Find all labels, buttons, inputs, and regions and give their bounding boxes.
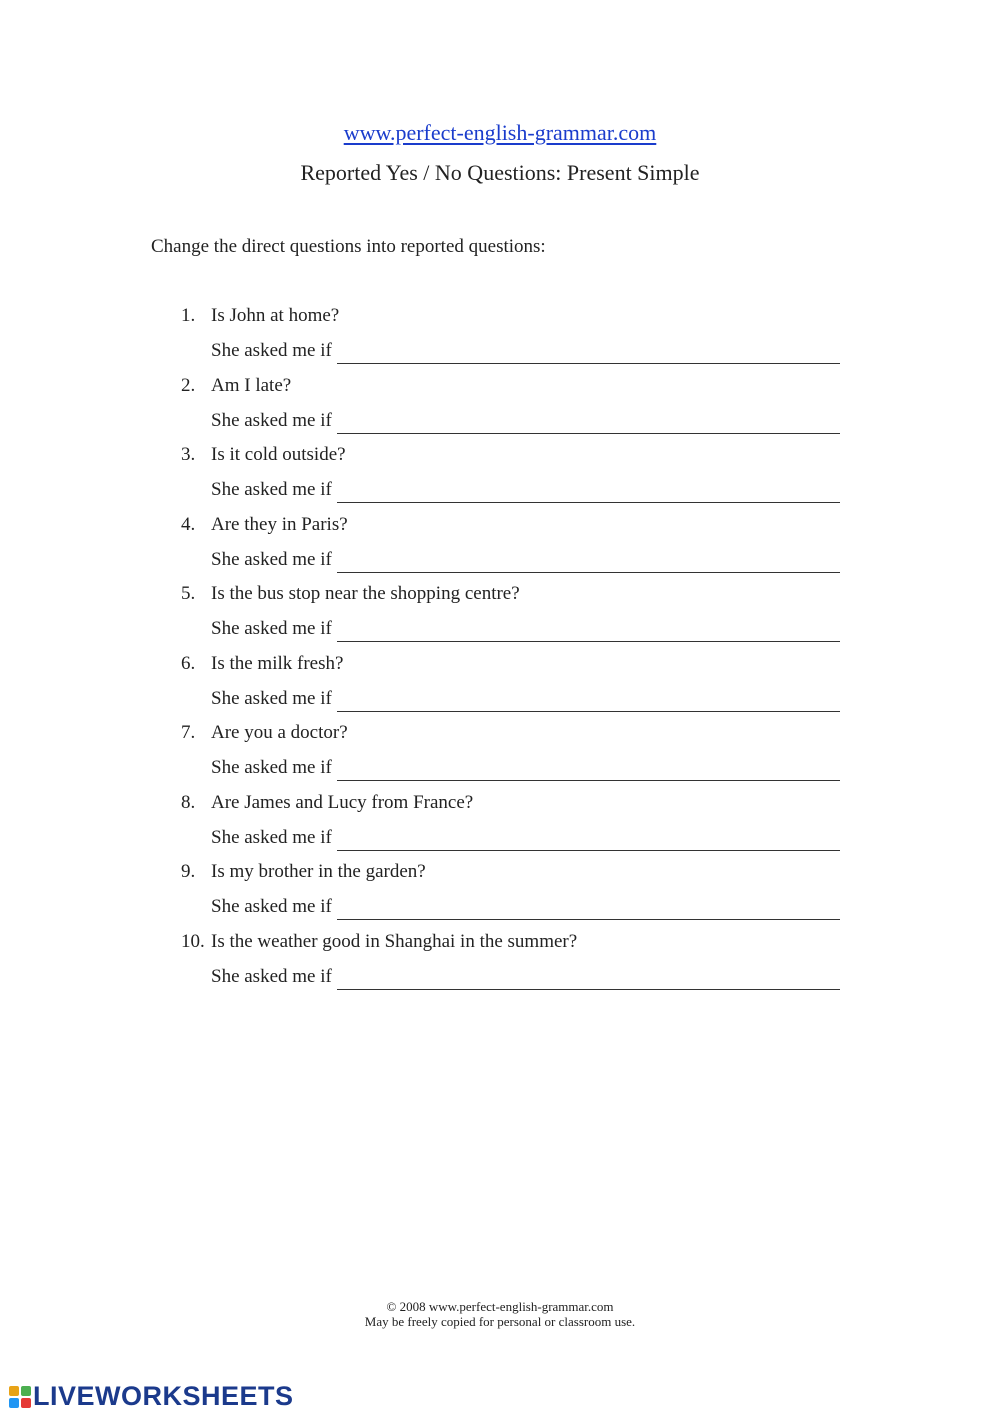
answer-line (211, 827, 840, 849)
answer-line (211, 549, 840, 571)
exercise-list (181, 305, 861, 1000)
liveworksheets-logo-icon (9, 1386, 31, 1408)
brand-name: LIVEWORKSHEETS (33, 1381, 294, 1411)
question-line (181, 653, 343, 675)
site-link[interactable]: www.perfect-english-grammar.com (343, 120, 657, 145)
answer-blank[interactable] (337, 484, 840, 503)
answer-prompt: She asked me if (211, 965, 332, 987)
question-line (181, 375, 291, 397)
question-text: Is my brother in the garden? (211, 861, 426, 882)
answer-blank[interactable] (337, 832, 840, 851)
question-line (181, 583, 520, 605)
answer-prompt: She asked me if (211, 826, 332, 848)
answer-prompt: She asked me if (211, 687, 332, 709)
question-line (181, 931, 577, 953)
answer-prompt: She asked me if (211, 548, 332, 570)
answer-blank[interactable] (337, 345, 840, 364)
answer-prompt: She asked me if (211, 479, 332, 500)
question-line (181, 722, 348, 744)
answer-line (211, 757, 840, 779)
question-number: 5. (181, 583, 196, 604)
question-text: Are they in Paris? (211, 513, 348, 535)
footer (0, 1299, 1000, 1329)
question-line (181, 514, 348, 536)
footer-copyright: © 2008 www.perfect-english-grammar.com (386, 1299, 614, 1314)
question-number: 10. (181, 930, 205, 952)
answer-blank[interactable] (337, 415, 840, 434)
exercise-item (181, 305, 861, 375)
question-text: Am I late? (211, 374, 292, 396)
answer-line (211, 618, 840, 640)
footer-license: May be freely copied for personal or classroom use. (364, 1314, 636, 1329)
logo-tile-4 (21, 1398, 31, 1408)
question-text: Are you a doctor? (211, 722, 348, 743)
question-number: 2. (181, 374, 196, 396)
answer-prompt: She asked me if (211, 340, 332, 361)
answer-blank[interactable] (337, 554, 840, 573)
page-title: Reported Yes / No Questions: Present Simple (300, 160, 700, 185)
answer-blank[interactable] (337, 971, 840, 990)
answer-prompt: She asked me if (211, 618, 332, 639)
question-text: Is the bus stop near the shopping centre? (211, 583, 520, 604)
exercise-item (181, 375, 861, 445)
answer-line (211, 688, 840, 710)
question-number: 4. (181, 513, 196, 535)
question-number: 6. (181, 652, 196, 674)
answer-line (211, 896, 840, 918)
question-text: Is John at home? (211, 305, 340, 326)
logo-tile-1 (9, 1386, 19, 1396)
answer-prompt: She asked me if (211, 757, 332, 778)
exercise-item (181, 931, 861, 1001)
logo-tile-3 (9, 1398, 19, 1408)
answer-blank[interactable] (337, 901, 840, 920)
answer-line (211, 340, 840, 362)
question-text: Is the milk fresh? (211, 652, 344, 674)
question-line (181, 861, 426, 883)
question-line (181, 305, 339, 327)
exercise-item (181, 514, 861, 584)
exercise-item (181, 792, 861, 862)
question-text: Is it cold outside? (211, 444, 346, 465)
answer-line (211, 479, 840, 501)
answer-blank[interactable] (337, 693, 840, 712)
answer-line (211, 966, 840, 988)
instructions: Change the direct questions into reported questions: (151, 236, 546, 257)
question-number: 1. (181, 305, 196, 326)
exercise-item (181, 861, 861, 931)
liveworksheets-brand (9, 1381, 294, 1412)
logo-tile-2 (21, 1386, 31, 1396)
exercise-item (181, 653, 861, 723)
question-number: 9. (181, 861, 196, 882)
answer-blank[interactable] (337, 623, 840, 642)
answer-prompt: She asked me if (211, 896, 332, 917)
question-number: 8. (181, 791, 196, 813)
exercise-item (181, 444, 861, 514)
question-text: Are James and Lucy from France? (211, 791, 474, 813)
exercise-item (181, 583, 861, 653)
answer-prompt: She asked me if (211, 409, 332, 431)
question-line (181, 444, 346, 466)
question-number: 7. (181, 722, 196, 743)
answer-line (211, 410, 840, 432)
question-line (181, 792, 473, 814)
question-number: 3. (181, 444, 196, 465)
exercise-item (181, 722, 861, 792)
answer-blank[interactable] (337, 762, 840, 781)
question-text: Is the weather good in Shanghai in the summer? (211, 930, 578, 952)
